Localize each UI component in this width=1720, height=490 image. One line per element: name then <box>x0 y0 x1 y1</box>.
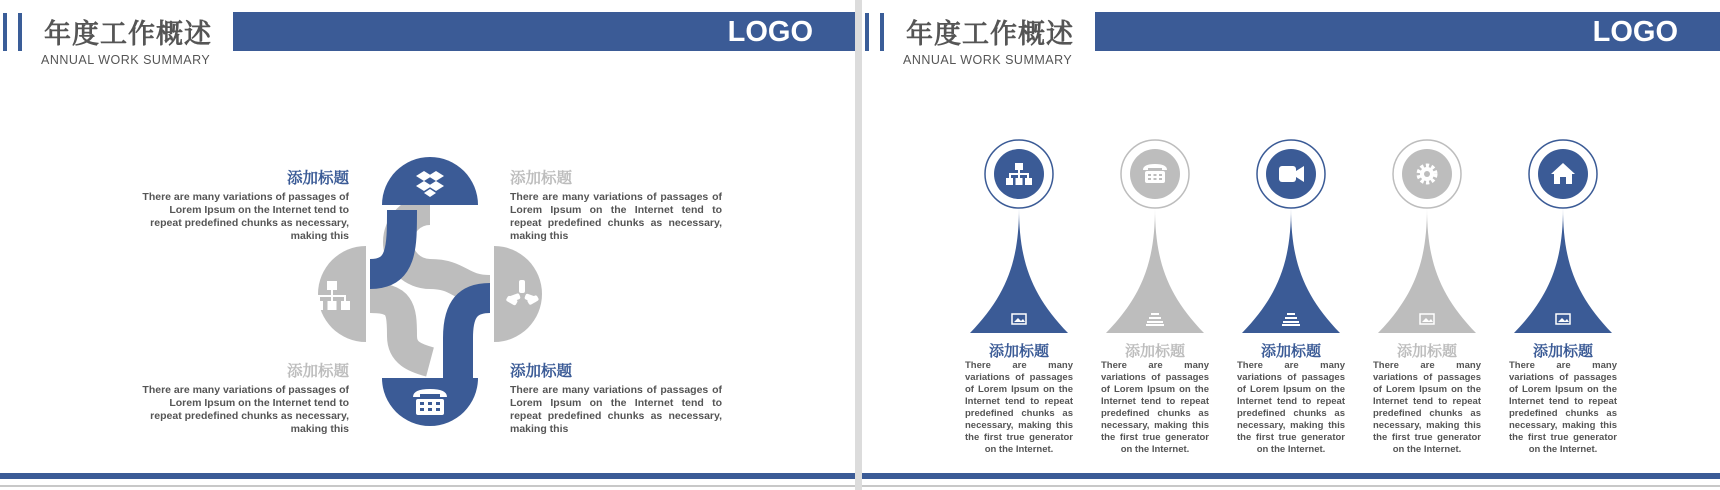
logo: LOGO <box>727 16 813 48</box>
footer-bar <box>0 473 855 479</box>
pillar-diagram <box>862 130 1720 340</box>
pillar-1 <box>970 140 1068 333</box>
item-top-right <box>510 168 722 243</box>
pillar-text-5 <box>1503 342 1623 456</box>
footer-line <box>0 485 855 487</box>
arc-gray-bottom <box>370 298 430 362</box>
pillar-body: There are many variations of passages of Lorem Ipsum on the Internet tend to repeat predefined chunks as necessary, making this the first true generator on the Internet. <box>965 360 1073 455</box>
slide-divider <box>855 0 862 490</box>
pillar-2 <box>1106 140 1204 333</box>
pillar-title: 添加标题 <box>1124 342 1185 360</box>
pillar-body: There are many variations of passages of Lorem Ipsum on the Internet tend to repeat predefined chunks as necessary, making this the first true generator on the Internet. <box>1101 360 1209 455</box>
pillar-5 <box>1514 140 1612 333</box>
logo: LOGO <box>1592 16 1678 48</box>
arc-blue-bottom <box>458 298 490 380</box>
pillar-body: There are many variations of passages of Lorem Ipsum on the Internet tend to repeat predefined chunks as necessary, making this the first true generator on the Internet. <box>1237 360 1345 455</box>
item-top-left <box>137 168 349 243</box>
pillar-title: 添加标题 <box>1396 342 1457 360</box>
pillar-title: 添加标题 <box>1260 342 1321 360</box>
slide-2[interactable] <box>862 0 1720 490</box>
phone-icon <box>413 389 447 415</box>
item-title: 添加标题 <box>286 169 349 187</box>
pillar-text-2 <box>1095 342 1215 456</box>
pillar-title: 添加标题 <box>1532 342 1593 360</box>
footer-line <box>862 485 1720 487</box>
page-subtitle: ANNUAL WORK SUMMARY <box>41 53 211 67</box>
item-body: There are many variations of passages of Lorem Ipsum on the Internet tend to repeat predefined chunks as necessary, making this <box>142 191 349 242</box>
arc-blue-top <box>370 210 402 274</box>
title-accent-bar <box>18 13 22 51</box>
title-accent-bar <box>880 13 884 51</box>
title-accent-bar <box>865 13 869 51</box>
petal-left <box>318 246 366 342</box>
item-body: There are many variations of passages of Lorem Ipsum on the Internet tend to repeat predefined chunks as necessary, making this <box>142 384 349 435</box>
footer-bar <box>862 473 1720 479</box>
phone-icon <box>1143 164 1167 183</box>
page-subtitle: ANNUAL WORK SUMMARY <box>903 53 1073 67</box>
item-title: 添加标题 <box>286 362 349 380</box>
pillar-4 <box>1378 140 1476 333</box>
item-bottom-right <box>510 361 722 436</box>
logo-banner <box>1095 12 1720 51</box>
item-body: There are many variations of passages of Lorem Ipsum on the Internet tend to repeat predefined chunks as necessary, making this <box>510 191 722 242</box>
pillar-title: 添加标题 <box>988 342 1049 360</box>
pillar-body: There are many variations of passages of Lorem Ipsum on the Internet tend to repeat predefined chunks as necessary, making this the first true generator on the Internet. <box>1509 360 1617 455</box>
pillar-3 <box>1242 140 1340 333</box>
title-accent-bar <box>3 13 7 51</box>
item-bottom-left <box>137 361 349 436</box>
logo-banner <box>233 12 855 51</box>
slide-1[interactable] <box>0 0 855 490</box>
page-title: 年度工作概述 <box>906 19 1074 50</box>
page-title: 年度工作概述 <box>44 19 212 50</box>
petal-top <box>382 157 478 205</box>
item-title: 添加标题 <box>510 169 573 187</box>
pillar-body: There are many variations of passages of Lorem Ipsum on the Internet tend to repeat predefined chunks as necessary, making this the first true generator on the Internet. <box>1373 360 1481 455</box>
pillar-text-1 <box>959 342 1079 456</box>
item-title: 添加标题 <box>510 362 573 380</box>
item-body: There are many variations of passages of Lorem Ipsum on the Internet tend to repeat predefined chunks as necessary, making this <box>510 384 722 435</box>
pillar-text-3 <box>1231 342 1351 456</box>
pillar-text-4 <box>1367 342 1487 456</box>
video-camera-icon <box>1279 166 1304 182</box>
